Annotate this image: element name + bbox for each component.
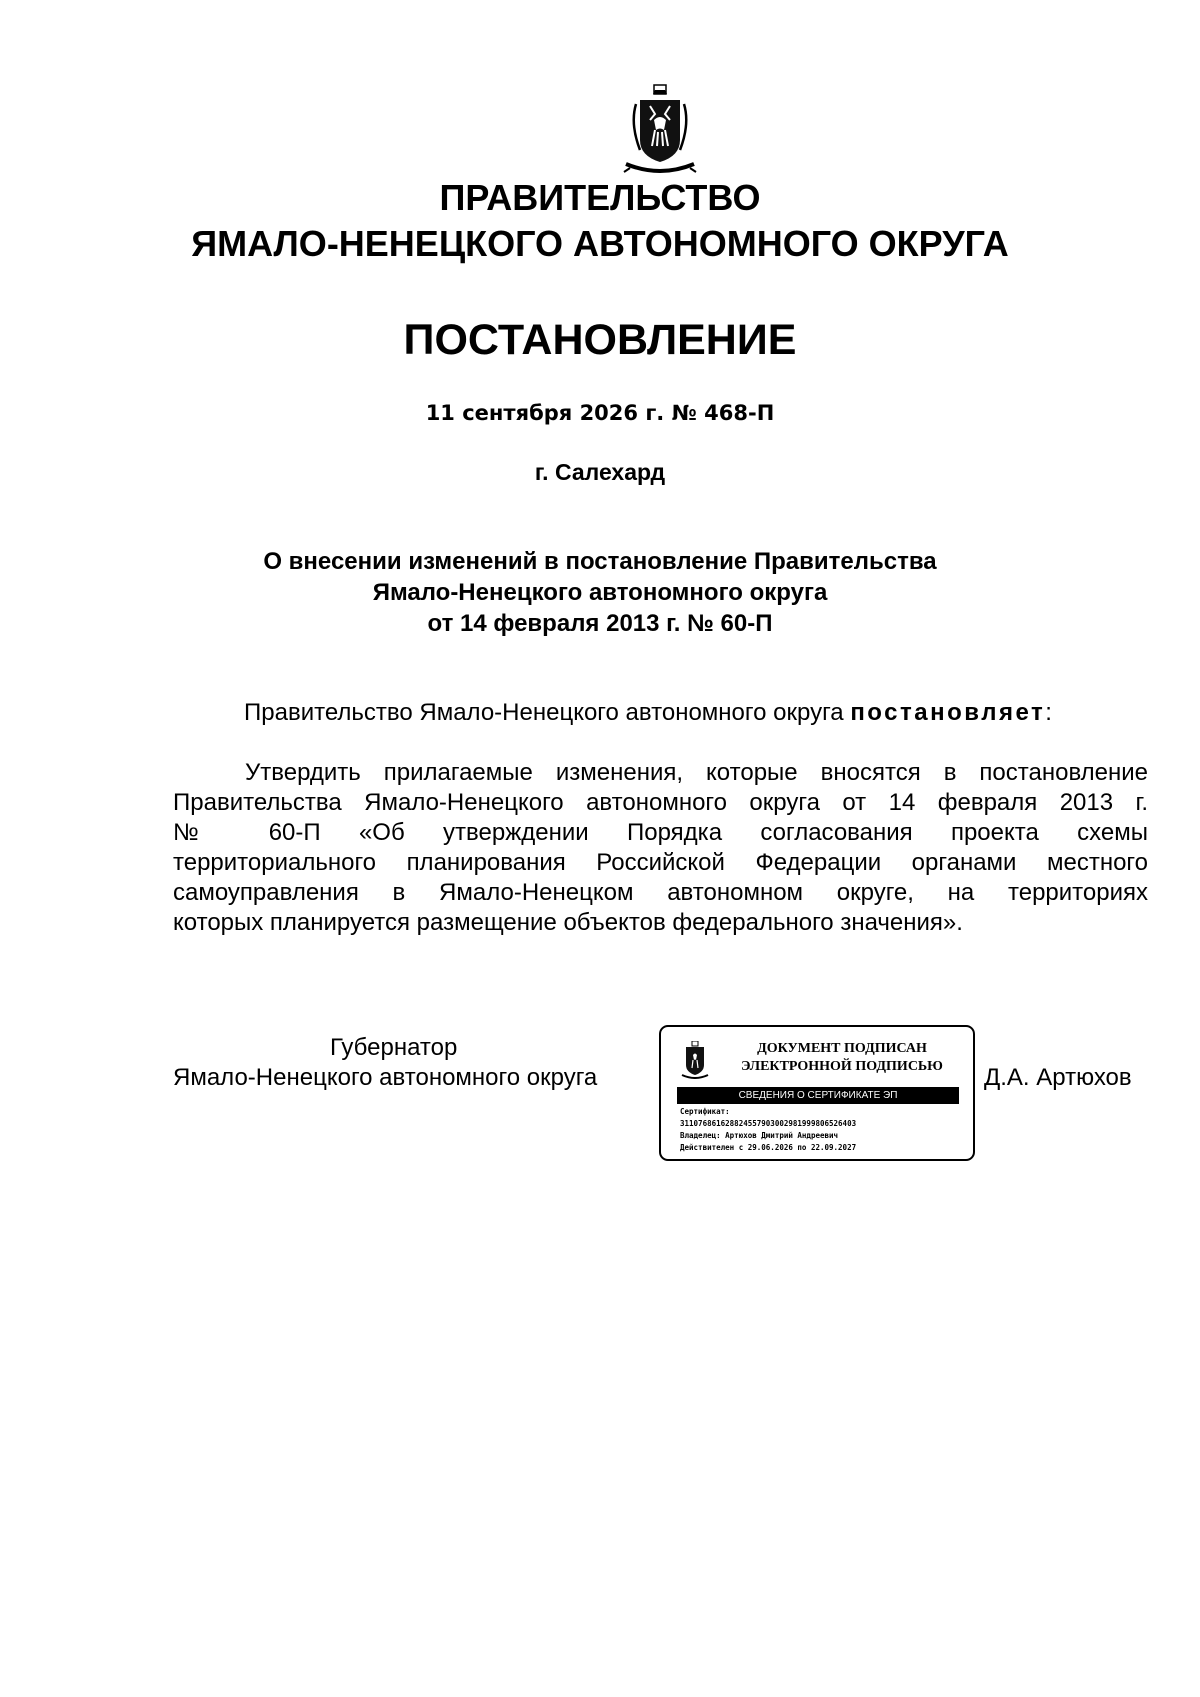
body-line-4: территориального планирования Российской Федерации органами местного bbox=[173, 849, 1148, 876]
government-title-line-1: ПРАВИТЕЛЬСТВО bbox=[439, 177, 761, 218]
signer-post-line-2: Ямало-Ненецкого автономного округа bbox=[173, 1064, 598, 1091]
stamp-heading-2: ЭЛЕКТРОННОЙ ПОДПИСЬЮ bbox=[741, 1059, 943, 1074]
stamp-coat-of-arms-icon bbox=[681, 1041, 709, 1079]
document-city: г. Салехард bbox=[534, 459, 666, 485]
electronic-signature-stamp bbox=[659, 1025, 975, 1161]
government-title-line-2: ЯМАЛО-НЕНЕЦКОГО АВТОНОМНОГО ОКРУГА bbox=[191, 223, 1009, 264]
stamp-certificate-number: 311076861628824557903002981999806526403 bbox=[680, 1119, 857, 1128]
signer-name: Д.А. Артюхов bbox=[984, 1064, 1132, 1091]
body-line-2: Правительства Ямало-Ненецкого автономного округа от 14 февраля 2013 г. bbox=[173, 789, 1148, 816]
document-kind-heading: ПОСТАНОВЛЕНИЕ bbox=[403, 316, 797, 364]
preamble-text: Правительство Ямало-Ненецкого автономного округа bbox=[244, 699, 851, 726]
stamp-validity: Действителен с 29.06.2026 по 22.09.2027 bbox=[680, 1143, 857, 1152]
stamp-certificate-label: Сертификат: bbox=[680, 1107, 730, 1116]
preamble bbox=[244, 698, 1052, 728]
subject-line-2: Ямало-Ненецкого автономного округа bbox=[372, 579, 828, 606]
signer-post-line-1: Губернатор bbox=[330, 1034, 458, 1061]
body-line-6: которых планируется размещение объектов федерального значения». bbox=[173, 909, 963, 936]
body-line-1: Утвердить прилагаемые изменения, которые вносятся в постановление bbox=[245, 759, 1148, 786]
stamp-certificate-bar: СВЕДЕНИЯ О СЕРТИФИКАТЕ ЭП bbox=[677, 1087, 959, 1104]
coat-of-arms-emblem-icon bbox=[620, 84, 700, 176]
document-date-number: 11 сентября 2026 г. № 468-П bbox=[425, 401, 775, 425]
preamble-resolves-word: постановляет bbox=[850, 699, 1046, 726]
stamp-heading-1: ДОКУМЕНТ ПОДПИСАН bbox=[757, 1041, 927, 1056]
subject-line-1: О внесении изменений в постановление Правительства bbox=[263, 548, 937, 575]
body-line-3: № 60-П «Об утверждении Порядка согласования проекта схемы bbox=[173, 819, 1148, 846]
stamp-owner: Владелец: Артюхов Дмитрий Андреевич bbox=[680, 1131, 839, 1140]
preamble-tail: : bbox=[1045, 699, 1052, 726]
body-line-5: самоуправления в Ямало-Ненецком автономном округе, на территориях bbox=[173, 879, 1148, 906]
subject-line-3: от 14 февраля 2013 г. № 60-П bbox=[427, 610, 773, 637]
